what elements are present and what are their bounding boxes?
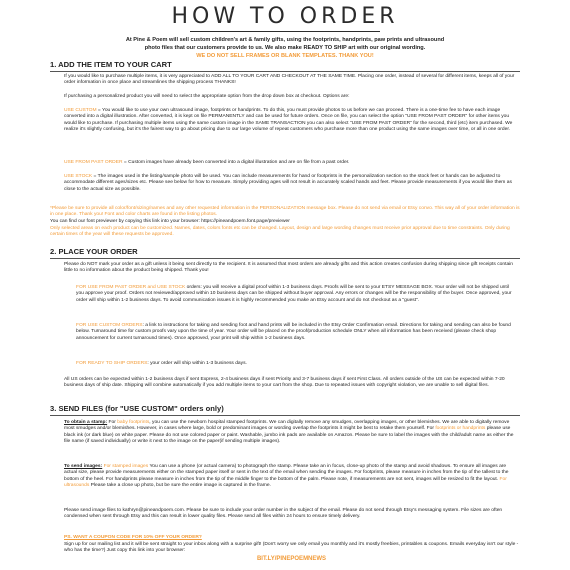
send-label: To send images: <box>64 464 103 469</box>
obtain-text-a: For <box>107 420 118 425</box>
past-stock-text: orders: you will receive a digital proof within 1-3 business days. Proofs will be sent to your ETSY MESSAGE BOX. Your order will not be shipped until you approve your proof. Orders not reviewed/approved within 10 business days can be shipped without buyer approval. Any errors or changes will be the responsibility of the buyer. Once approved, your order will ship within 1-2 business days. To avoid communication issues it is highly recommended you make an Etsy account and do not checkout as a "guest". <box>76 285 512 303</box>
use-custom-text: = You would like to use your own ultrasound image, footprints or handprints. To do this, you must provide photos to us before we can proceed. There is a one-time fee to have each image converted into a digital illustration. After converted, it is kept on file PERMANENTLY and can be used for future orders. Once on file, you can select the option "USE FROM PAST ORDER" for other items you would like to purchase. If purchasing multiple items using the same custom image in the SAME TRANSACTION you can also select "USE FROM PAST ORDER" for the second, third (etc) item purchased. We realize it's slightly confusing, but it's the fairest way to go about pricing due to our large volume of repeat customers who purchase more than one product using the same images over time, or all in one order. <box>64 108 513 132</box>
intro-line-3: WE DO NOT SELL FRAMES OR BLANK TEMPLATES. THANK YOU! <box>196 52 374 59</box>
section-2-heading: 2. PLACE YOUR ORDER <box>50 247 138 256</box>
send-text-a: You can use a phone (or actual camera) to photograph the stamp. Please take an in focus, close-up photo of the stamp and avoid shadows. To ensure all images are actual size, please provide measurements either on the stamped paper itself or sent in the text of the email when sending the images. For footprints, please measure in inches from the tip of the tallest to the bottom of the heel. For handprints please measure in inches from the tip of the middle finger to the bottom of the palm. Please note, if measurements are not sent, images will be resized to fit the layout. <box>64 464 509 482</box>
use-stock-text: = The images used in the listing/sample photo will be used. You can include measurements for hand or footprints in the personalization section so the stock feet or hands can be adjusted to accommodate different ages/sizes etc. Please see below for how to measure. Simply providing ages will not result in accurately scaled hands and feet. Please provide measurements if you would like them as close to the actual size as possible. <box>64 174 512 192</box>
section-3-para-3: Please send image files to kathryn@pineandpoem.com. Please be sure to include your order number in the subject of the email. Please do not send through Etsy's messaging system. File sizes are often condensed when sent through Etsy and this can result in lower quality files. Please send all files within 24 hours to ensure timely delivery. <box>64 508 503 520</box>
past-stock-orders <box>76 285 516 304</box>
section-2-para-1: Please do NOT mark your order as a gift unless it being sent directly to the recipient. It is assumed that most orders are already gifts and this action creates confusion during shipping since gift receipts contain little to no information about the product being shipped. Thank you! <box>64 262 513 274</box>
section-2-rule <box>50 258 520 259</box>
option-use-custom <box>64 108 519 133</box>
use-past-text: = Custom images have already been converted into a digital illustration and are on file from a past order. <box>122 160 350 165</box>
obtain-stamp <box>64 420 519 445</box>
coupon-text: Sign up for our mailing list and it will be sent straight to your inbox along with a surprise gift! (Don't worry we only email you monthly and it's mostly freebies, printables & coupons. Emails everyday isn't our style - who has the time?) Just copy this link into your browser: <box>64 542 519 554</box>
option-use-stock <box>64 174 519 193</box>
section-3-rule <box>50 415 520 416</box>
past-stock-label: FOR USE FROM PAST ORDER and USE STOCK <box>76 285 186 290</box>
obtain-fh: footprints or handprints <box>435 426 486 432</box>
send-stamped: For stamped images <box>102 464 149 469</box>
use-custom-label: USE CUSTOM <box>64 108 97 113</box>
send-images <box>64 464 519 489</box>
send-text-b: Please take a close up photo, but be sure the entire image is captured in the frame. <box>89 482 271 488</box>
coupon-heading: PS. WANT A COUPON CODE FOR 10% OFF YOUR ORDER? <box>64 535 202 540</box>
custom-orders-label: FOR USE CUSTOM ORDERS <box>76 323 143 328</box>
page-title: HOW TO ORDER <box>171 4 399 29</box>
title-underline <box>190 31 380 32</box>
section-1-rule <box>50 71 520 72</box>
section-1-para-2: If purchasing a personalized product you will need to select the appropriate option from the drop down box at checkout. Options are: <box>64 94 350 99</box>
obtain-text-b: , you can use the newborn hospital stamped footprints. We can digitally remove any smudges, overlapping images, or other blemishes. We are able to digitally remove most smudges and/or blemishes. However, in cases where large, bold or predominant images or wording overlap the footprints it might be best to retake them yourself. For <box>64 420 510 432</box>
ready-to-ship-orders <box>76 361 516 367</box>
newsletter-link[interactable]: BIT.LY/PINEPOEMNEWS <box>256 556 327 562</box>
intro-line-1: At Pine & Poem will sell custom children's art & family gifts, using the footprints, handprints, paw prints and ultrasound <box>125 37 445 43</box>
section-3-heading: 3. SEND FILES (for "USE CUSTOM" orders only) <box>50 404 224 413</box>
obtain-baby: baby footprints <box>117 420 150 425</box>
use-stock-label: USE STOCK <box>64 174 93 179</box>
intro-line-2: photo files that our customers provide to us. We also make READY TO SHIP art with our original wording. <box>144 44 426 51</box>
custom-orders-text: : a link to instructions for taking and sending foot and hand prints will be included in the Etsy Order Confirmation email. Directions for taking and sending can also be found below. Turnaround time for custom proofs vary upon the time of year. Your order will be placed on the proof/production schedule ONLY when all information has been received (please check shop announcement for current turnaround times). Once approved, your print will ship within 1-2 business days. <box>76 323 511 341</box>
send-ultra: For ultrasounds <box>64 476 507 488</box>
font-previewer-note: You can find our font previewer by copying this link into your browser: https://pineandpoem.font.page/previewer <box>50 219 290 224</box>
rts-text: : your order will ship within 1-3 business days. <box>147 361 247 366</box>
use-past-label: USE FROM PAST ORDER <box>64 160 123 165</box>
rts-label: FOR READY TO SHIP ORDERS <box>76 361 148 366</box>
intro-text <box>60 37 510 60</box>
section-1-para-1: If you would like to purchase multiple items, it is very appreciated to ADD ALL TO YOUR CART AND CHECKOUT AT THE SAME TIME. Placing one order, instead of several for different items, keeps all of your order information in once place and streamlines the shipping process THANKS! <box>64 74 515 86</box>
custom-orders <box>76 323 516 342</box>
obtain-label: To obtain a stamp: <box>64 420 108 425</box>
section-2-para-2: All US orders can be expected within 1-2 business days if sent Express, 2-4 business days if sent Priority and 3-7 business days if sent First Class. All orders outside of the US can be expected within 7-20 business days of ship date. Shipping will combine automatically if you add multiple items to your cart from the shop. Due to repeated issues with copyright violation, we are unable to sell digital files. <box>64 377 505 389</box>
section-1-heading: 1. ADD THE ITEM TO YOUR CART <box>50 60 172 69</box>
obtain-text-c: please use black ink (or dark blue) on white paper. Please do not use colored paper or paint. Washable, jumbo ink pads are available on Amazon. Please be sure to label the images with the child/adult name as either the file name (if saved individually) or write it next to the image on the paper(if sending multiple images). <box>64 426 514 444</box>
personalization-note: *Please be sure to provide all color/font/sizing/names and any other requested information in the PERSONALIZATION message box. Please do not send via email or Etsy convo. This way all of your order information is in one place. Thank you! Font and color charts are found in the listing photos. <box>50 206 520 218</box>
option-use-past <box>64 160 519 166</box>
customization-note: Only selected areas on each product can be customized. Names, dates, colors fonts etc can be changed. Layout, design and large wording changes must receive prior approval due to time constraints. Only during certain times of the year will these requests be approved. <box>50 226 510 238</box>
